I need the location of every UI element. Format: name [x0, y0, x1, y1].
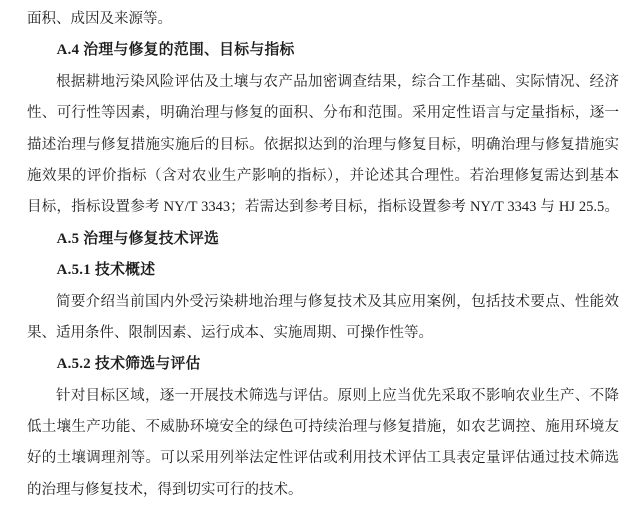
section-heading-a5-2: A.5.2 技术筛选与评估	[56, 356, 201, 373]
section-heading-a5-1: A.5.1 技术概述	[56, 262, 156, 279]
paragraph-line: 施效果的评价指标（含对农业生产影响的指标），并论述其合理性。若治理修复需达到基本	[27, 167, 619, 184]
paragraph-line: 目标，指标设置参考 NY/T 3343；若需达到参考目标，指标设置参考 NY/T 3343 与 HJ 25.5。	[27, 199, 619, 216]
paragraph-line: 性、可行性等因素，明确治理与修复的面积、分布和范围。采用定性语言与定量指标，逐一	[27, 105, 619, 122]
paragraph-line: 低土壤生产功能、不威胁环境安全的绿色可持续治理与修复措施，如农艺调控、施用环境友	[27, 419, 619, 436]
paragraph-line: 根据耕地污染风险评估及土壤与农产品加密调查结果，综合工作基础、实际情况、经济	[56, 73, 619, 90]
paragraph-line: 果、适用条件、限制因素、运行成本、实施周期、可操作性等。	[27, 324, 433, 341]
paragraph-line: 针对目标区域，逐一开展技术筛选与评估。原则上应当优先采取不影响农业生产、不降	[56, 387, 619, 404]
section-heading-a4: A.4 治理与修复的范围、目标与指标	[56, 42, 295, 59]
paragraph-line: 简要介绍当前国内外受污染耕地治理与修复技术及其应用案例，包括技术要点、性能效	[56, 293, 619, 310]
paragraph-line: 描述治理与修复措施实施后的目标。依据拟达到的治理与修复目标，明确治理与修复措施实	[27, 136, 619, 153]
paragraph-line: 好的土壤调理剂等。可以采用列举法定性评估或利用技术评估工具表定量评估通过技术筛选	[27, 450, 619, 467]
paragraph-line: 面积、成因及来源等。	[27, 11, 172, 27]
paragraph-line: 的治理与修复技术，得到切实可行的技术。	[27, 481, 303, 498]
section-heading-a5: A.5 治理与修复技术评选	[56, 230, 220, 247]
